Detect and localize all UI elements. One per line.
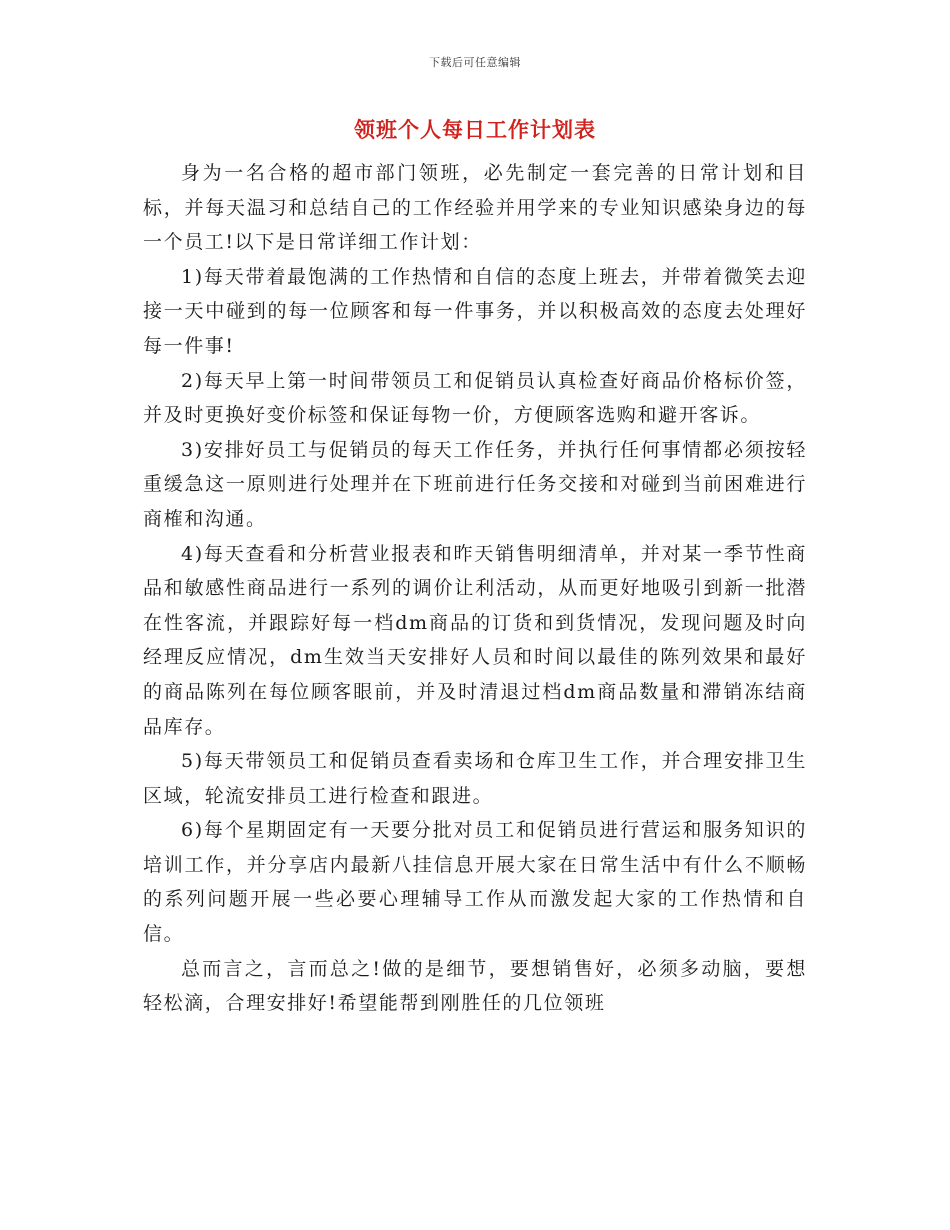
paragraph-item-6: 6)每个星期固定有一天要分批对员工和促销员进行营运和服务知识的培训工作，并分享店内最新八挂信息开展大家在日常生活中有什么不顺畅的系列问题开展一些必要心理辅导工作从而激发起大家的工作热情和自信。 xyxy=(143,819,807,946)
paragraph-conclusion: 总而言之，言而总之!做的是细节，要想销售好，必须多动脑，要想轻松滴，合理安排好!希望能帮到刚胜任的几位领班 xyxy=(143,957,807,1015)
paragraph-item-2: 2)每天早上第一时间带领员工和促销员认真检查好商品价格标价签，并及时更换好变价标签和保证每物一价，方便顾客选购和避开客诉。 xyxy=(143,369,807,427)
paragraph-item-5: 5)每天带领员工和促销员查看卖场和仓库卫生工作，并合理安排卫生区域，轮流安排员工进行检查和跟进。 xyxy=(143,750,807,807)
paragraph-item-3: 3)安排好员工与促销员的每天工作任务，并执行任何事情都必须按轻重缓急这一原则进行处理并在下班前进行任务交接和对碰到当前困难进行商榷和沟通。 xyxy=(143,438,807,530)
header-note: 下载后可任意编辑 xyxy=(429,56,521,69)
paragraph-intro: 身为一名合格的超市部门领班，必先制定一套完善的日常计划和目标，并每天温习和总结自己的工作经验并用学来的专业知识感染身边的每一个员工!以下是日常详细工作计划： xyxy=(143,162,807,254)
document-title: 领班个人每日工作计划表 xyxy=(354,117,596,142)
paragraph-item-1: 1)每天带着最饱满的工作热情和自信的态度上班去，并带着微笑去迎接一天中碰到的每一位顾客和每一件事务，并以积极高效的态度去处理好每一件事! xyxy=(143,265,807,357)
paragraph-item-4: 4)每天查看和分析营业报表和昨天销售明细清单，并对某一季节性商品和敏感性商品进行一系列的调价让利活动，从而更好地吸引到新一批潜在性客流，并跟踪好每一档dm商品的订货和到货情况，发现问题及时向经理反应情况，dm生效当天安排好人员和时间以最佳的陈列效果和最好的商品陈列在每位顾客眼前，并及时清退过档dm商品数量和滞销冻结商品库存。 xyxy=(143,542,807,738)
document-body xyxy=(143,156,807,1021)
